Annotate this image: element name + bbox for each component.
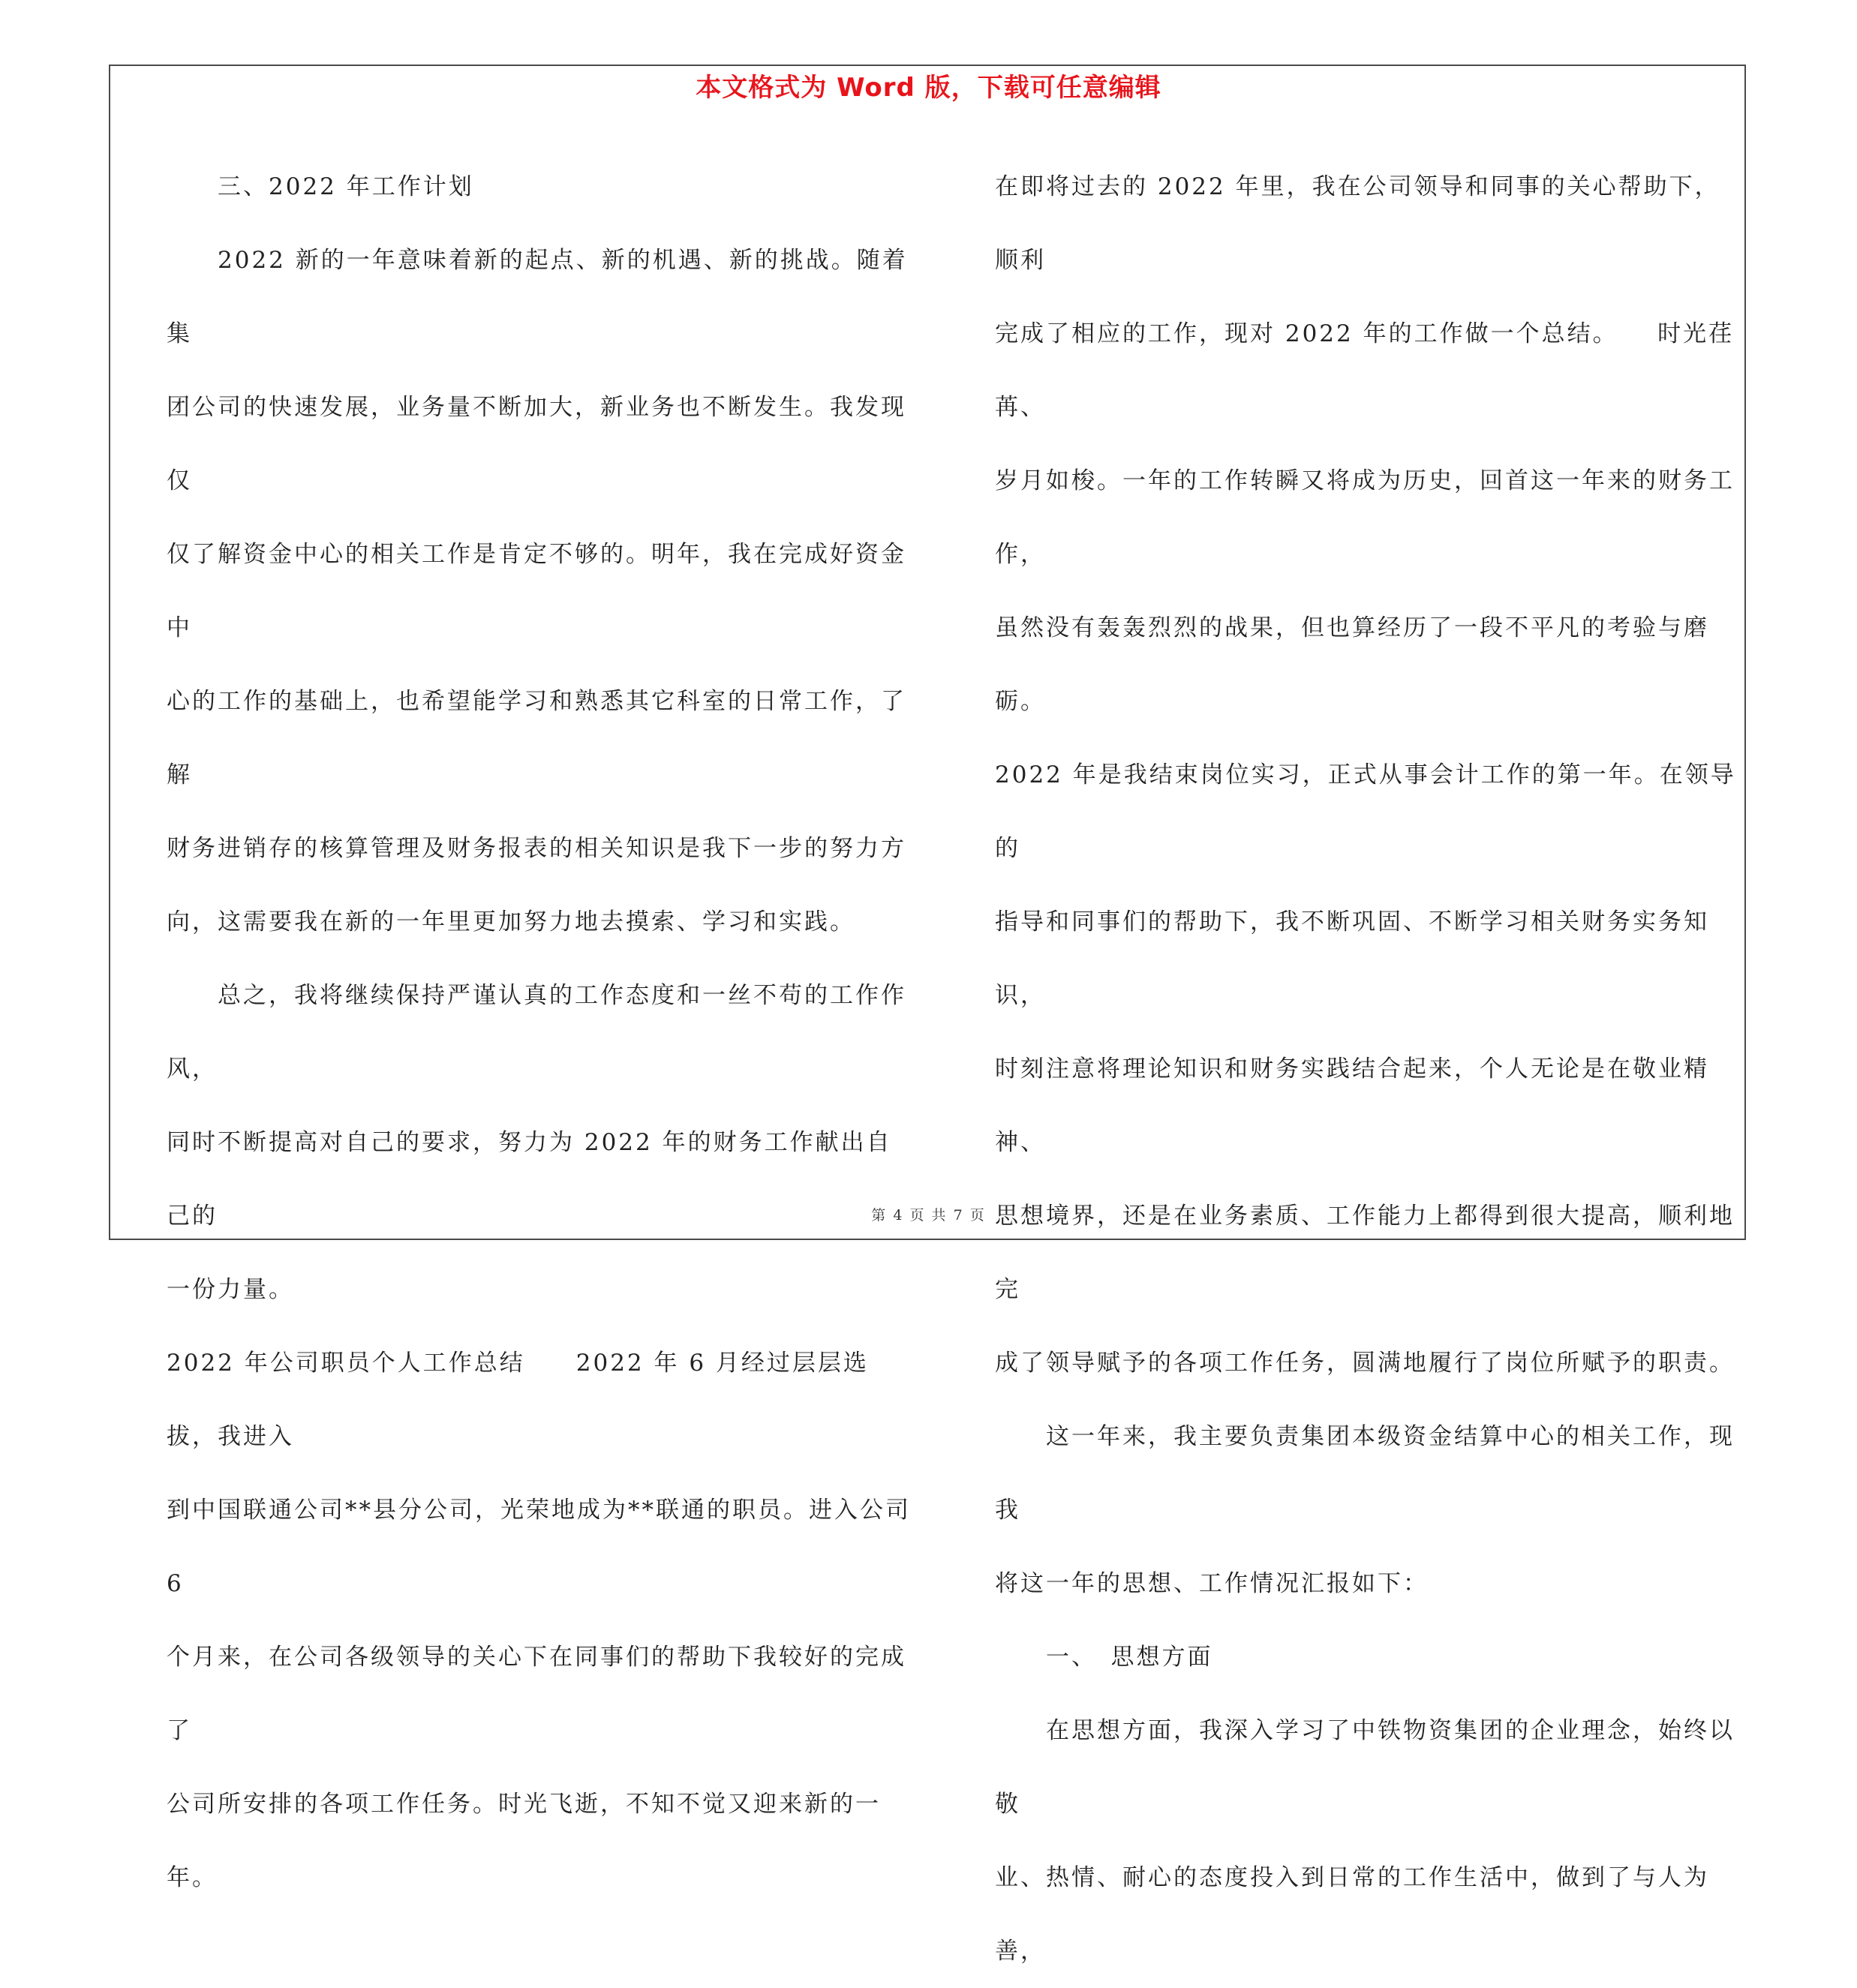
text-line: 完成了相应的工作，现对 2022 年的工作做一个总结。 时光荏苒、 — [995, 320, 1735, 421]
text-line: 财务进销存的核算管理及财务报表的相关知识是我下一步的努力方 — [167, 835, 906, 862]
format-banner: 本文格式为 Word 版，下载可任意编辑 — [696, 73, 1161, 103]
text-line: 岁月如梭。一年的工作转瞬又将成为历史，回首这一年来的财务工作， — [995, 467, 1735, 568]
text-line: 到中国联通公司**县分公司，光荣地成为**联通的职员。进入公司 6 — [167, 1497, 921, 1597]
text-line: 团公司的快速发展，业务量不断加大，新业务也不断发生。我发现仅 — [167, 394, 906, 494]
text-line: 一份力量。 — [167, 1276, 294, 1303]
text-line: 2022 年公司职员个人工作总结 2022 年 6 月经过层层选拔，我进入 — [167, 1350, 869, 1450]
text-line: 思想境界，还是在业务素质、工作能力上都得到很大提高，顺利地完 — [995, 1203, 1735, 1303]
text-line: 个月来，在公司各级领导的关心下在同事们的帮助下我较好的完成了 — [167, 1644, 906, 1744]
text-line: 将这一年的思想、工作情况汇报如下： — [995, 1570, 1429, 1597]
section-heading: 一、 思想方面 — [1046, 1644, 1213, 1671]
text-line: 在思想方面，我深入学习了中铁物资集团的企业理念，始终以敬 — [995, 1717, 1735, 1818]
footer-total-pages: 7 — [953, 1207, 964, 1224]
text-line: 成了领导赋予的各项工作任务，圆满地履行了岗位所赋予的职责。 — [995, 1350, 1735, 1377]
text-line: 这一年来，我主要负责集团本级资金结算中心的相关工作，现我 — [995, 1423, 1735, 1524]
text-line: 2022 年是我结束岗位实习，正式从事会计工作的第一年。在领导的 — [995, 761, 1736, 862]
text-line: 2022 新的一年意味着新的起点、新的机遇、新的挑战。随着集 — [167, 247, 908, 347]
text-line: 业、热情、耐心的态度投入到日常的工作生活中，做到了与人为善， — [995, 1864, 1709, 1965]
section-heading: 三、2022 年工作计划 — [218, 173, 474, 200]
text-line: 公司所安排的各项工作任务。时光飞逝，不知不觉又迎来新的一年。 — [167, 1791, 881, 1891]
text-line: 向，这需要我在新的一年里更加努力地去摸索、学习和实践。 — [167, 908, 855, 935]
text-line: 时刻注意将理论知识和财务实践结合起来，个人无论是在敬业精神、 — [995, 1056, 1709, 1156]
text-line: 仅了解资金中心的相关工作是肯定不够的。明年，我在完成好资金中 — [167, 541, 906, 641]
text-line: 心的工作的基础上，也希望能学习和熟悉其它科室的日常工作，了解 — [167, 688, 906, 788]
footer-middle: 页 共 — [909, 1207, 948, 1224]
text-line: 在即将过去的 2022 年里，我在公司领导和同事的关心帮助下，顺利 — [995, 173, 1720, 274]
text-line: 指导和同事们的帮助下，我不断巩固、不断学习相关财务实务知识， — [995, 908, 1709, 1009]
text-line: 虽然没有轰轰烈烈的战果，但也算经历了一段不平凡的考验与磨砺。 — [995, 614, 1709, 715]
footer-prefix: 第 — [871, 1207, 888, 1224]
footer-suffix: 页 — [969, 1207, 986, 1224]
text-line: 同时不断提高对自己的要求，努力为 2022 年的财务工作献出自己的 — [167, 1129, 892, 1230]
footer-current-page: 4 — [893, 1207, 904, 1224]
text-line: 总之，我将继续保持严谨认真的工作态度和一丝不苟的工作作风， — [167, 982, 906, 1083]
left-column — [167, 150, 921, 1914]
right-column — [995, 150, 1745, 1988]
page-footer — [0, 1204, 1857, 1227]
